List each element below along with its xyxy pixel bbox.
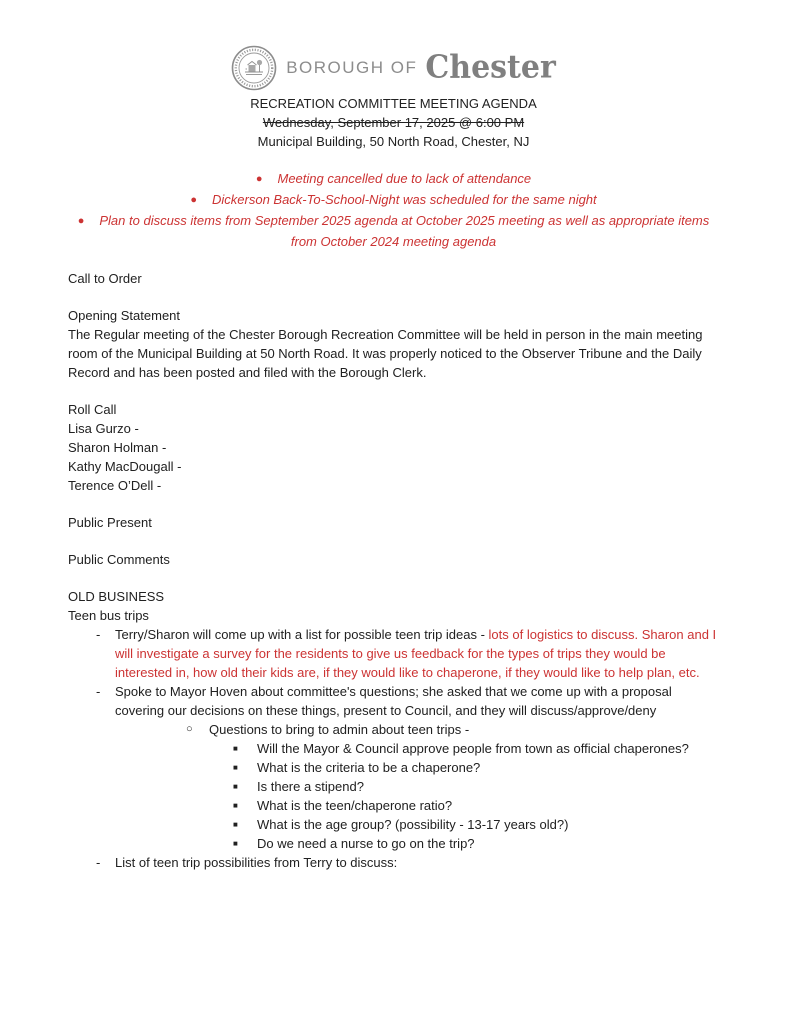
square-bullet-icon: ■ (233, 744, 238, 753)
bullet-icon: ● (255, 173, 263, 185)
meeting-date-cancelled: Wednesday, September 17, 2025 @ 6:00 PM (262, 115, 525, 130)
cancellation-notices (68, 169, 719, 251)
bullet-icon: ● (190, 194, 197, 206)
item-text: List of teen trip possibilities from Terry to discuss: (115, 855, 398, 870)
notice-text: Dickerson Back-To-School-Night was scheduled for the same night (212, 192, 597, 207)
notice-text: Meeting cancelled due to lack of attendance (277, 171, 532, 186)
square-bullet-icon: ■ (233, 820, 238, 829)
logo-borough-of-text: BOROUGH OF (286, 58, 418, 77)
circle-bullet-icon: ○ (186, 723, 193, 735)
item-text-red-note: lots of logistics to discuss. Sharon and I will investigate a survey for the residents to give us feedback for the types of trips they would be interested in, how old their kids are, if they would like to chaperone, if they would like to help plan, etc. (115, 627, 717, 680)
agenda-title: RECREATION COMMITTEE MEETING AGENDA (250, 96, 537, 111)
roll-call-member: Terence O’Dell - (68, 478, 162, 493)
item-text: Do we need a nurse to go on the trip? (257, 836, 475, 851)
teen-bus-trips-topic: Teen bus trips (68, 608, 149, 623)
dash-bullet-icon: - (96, 855, 101, 870)
item-text: What is the age group? (possibility - 13-17 years old?) (257, 817, 569, 832)
old-business-item-trip-list (68, 853, 719, 872)
old-business-heading: OLD BUSINESS (68, 589, 165, 604)
notice-text: Plan to discuss items from September 2025 agenda at October 2025 meeting as well as appropriate items from October 2024 meeting agenda (99, 213, 710, 249)
square-bullet-icon: ■ (233, 763, 238, 772)
roll-call-heading: Roll Call (68, 402, 117, 417)
borough-seal-icon (231, 45, 277, 91)
question-item (68, 834, 719, 853)
roll-call-member: Sharon Holman - (68, 440, 167, 455)
old-business-item-mayor-hoven (68, 682, 719, 720)
item-text: What is the criteria to be a chaperone? (257, 760, 481, 775)
question-item (68, 777, 719, 796)
item-text-black: Terry/Sharon will come up with a list for possible teen trip ideas - (115, 627, 489, 642)
questions-subheading (68, 720, 719, 739)
public-present-heading: Public Present (68, 515, 152, 530)
question-item (68, 796, 719, 815)
square-bullet-icon: ■ (233, 782, 238, 791)
dash-bullet-icon: - (96, 627, 101, 642)
item-text: Questions to bring to admin about teen trips - (209, 722, 470, 737)
item-text: Will the Mayor & Council approve people from town as official chaperones? (257, 741, 689, 756)
item-text: Is there a stipend? (257, 779, 364, 794)
call-to-order-heading: Call to Order (68, 271, 142, 286)
opening-statement-heading: Opening Statement (68, 308, 181, 323)
roll-call-member: Lisa Gurzo - (68, 421, 139, 436)
notice-item (68, 190, 719, 211)
item-text: Spoke to Mayor Hoven about committee's questions; she asked that we come up with a proposal covering our decisions on these things, present to Council, and they will discuss/approve/deny (115, 684, 672, 718)
notice-item (68, 169, 719, 190)
question-item (68, 739, 719, 758)
dash-bullet-icon: - (96, 684, 101, 699)
notice-item (68, 211, 719, 251)
square-bullet-icon: ■ (233, 839, 238, 848)
item-text: What is the teen/chaperone ratio? (257, 798, 453, 813)
question-item (68, 758, 719, 777)
logo-chester-wordmark: Chester (425, 49, 556, 86)
old-business-item-teen-trip-ideas (68, 625, 719, 682)
square-bullet-icon: ■ (233, 801, 238, 810)
agenda-document (68, 0, 719, 872)
borough-logo (68, 44, 719, 92)
opening-statement-text: The Regular meeting of the Chester Borough Recreation Committee will be held in person in the main meeting room of the Municipal Building at 50 North Road. It was properly noticed to the Observer Tribune and the Daily Record and has been posted and filed with the Borough Clerk. (68, 327, 703, 380)
meeting-location: Municipal Building, 50 North Road, Chester, NJ (257, 134, 530, 149)
public-comments-heading: Public Comments (68, 552, 170, 567)
question-item (68, 815, 719, 834)
roll-call-member: Kathy MacDougall - (68, 459, 182, 474)
bullet-icon: ● (77, 215, 85, 227)
